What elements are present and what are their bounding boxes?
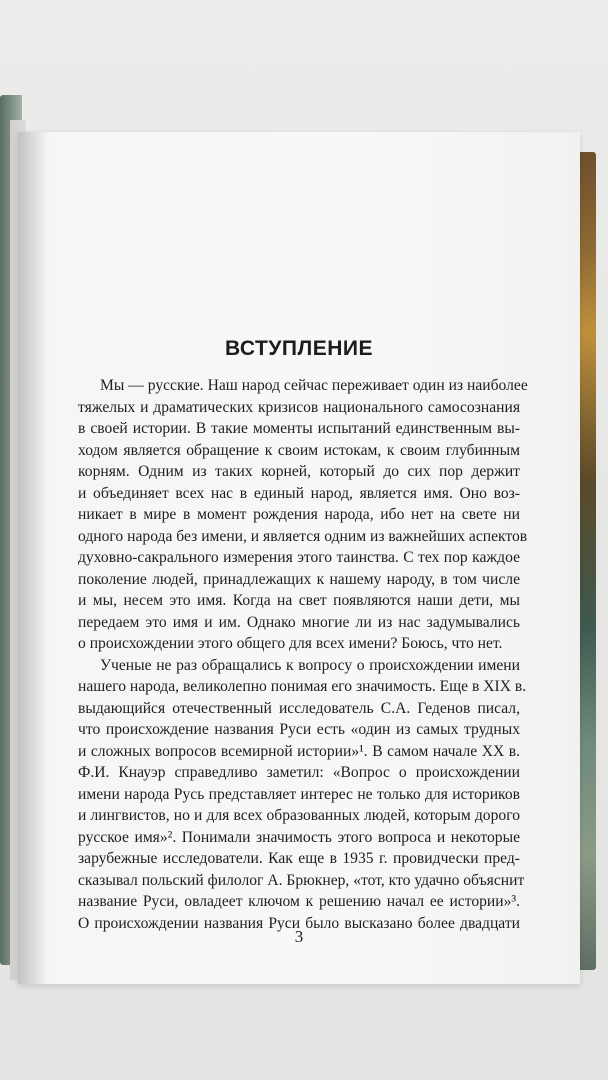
text-line: нашего народа, великолепно понимая его значимость. Еще в XIX в. [78, 678, 527, 695]
text-line: тяжелых и драматических кризисов национального самосознания [78, 398, 520, 416]
text-line: о происхождении этого общего для всех имени? Боюсь, что нет. [78, 635, 503, 652]
text-line: О происхождении названия Руси было высказано более двадцати [78, 914, 520, 932]
book-page [18, 132, 580, 984]
text-line: и лингвистов, но и для всех образованных людей, которым дорого [78, 807, 520, 824]
text-line: поколение людей, принадлежащих к нашему народу, в том числе [78, 570, 520, 588]
text-line: передаем это имя и им. Однако многие ли из нас задумывались [78, 613, 520, 631]
text-line: одного народа без имени, и является одним из важнейших аспектов [78, 527, 528, 545]
text-line: что происхождение названия Руси есть «один из самых трудных [78, 721, 520, 738]
text-line: духовно-сакрального измерения этого таинства. С тех пор каждое [78, 549, 520, 566]
page-number: 3 [294, 927, 304, 946]
text-line: зарубежные исследователи. Как еще в 1935 г. провидчески пред- [78, 850, 520, 867]
text-line: Ф.И. Кнауэр справедливо заметил: «Вопрос о происхождении [78, 764, 520, 781]
text-line: русское имя»². Понимали значимость этого вопроса и некоторые [78, 828, 520, 846]
text-line: выдающийся отечественный исследователь С.А. Геденов писал, [78, 699, 520, 717]
text-line: в своей истории. В такие моменты испытаний единственным вы- [78, 420, 520, 437]
text-line: корням. Одним из таких корней, который до сих пор держит [78, 463, 520, 480]
text-line: сказывал польский филолог А. Брюкнер, «тот, кто удачно объяснит [78, 871, 525, 889]
text-line: Ученые не раз обращались к вопросу о происхождении имени [100, 656, 520, 674]
body-text [78, 375, 528, 934]
text-line: название Руси, овладеет ключом к решению начал ее истории»³. [78, 893, 520, 910]
chapter-title: ВСТУПЛЕНИЕ [224, 337, 373, 360]
text-line: никает в мире в момент рождения народа, ибо нет на свете ни [78, 506, 520, 523]
text-line: Мы — русские. Наш народ сейчас переживает один из наиболее [100, 377, 528, 394]
text-line: и объединяет всех нас в единый народ, является имя. Оно воз- [78, 484, 520, 502]
text-line: и сложных вопросов всемирной истории»¹. В самом начале XX в. [78, 742, 520, 760]
text-line: имени народа Русь представляет интерес не только для историков [78, 785, 520, 803]
gutter-shadow [18, 132, 48, 984]
text-line: и мы, несем это имя. Когда на свет появляются наши дети, мы [78, 592, 520, 609]
text-line: ходом является обращение к своим истокам, к своим глубинным [78, 441, 520, 459]
